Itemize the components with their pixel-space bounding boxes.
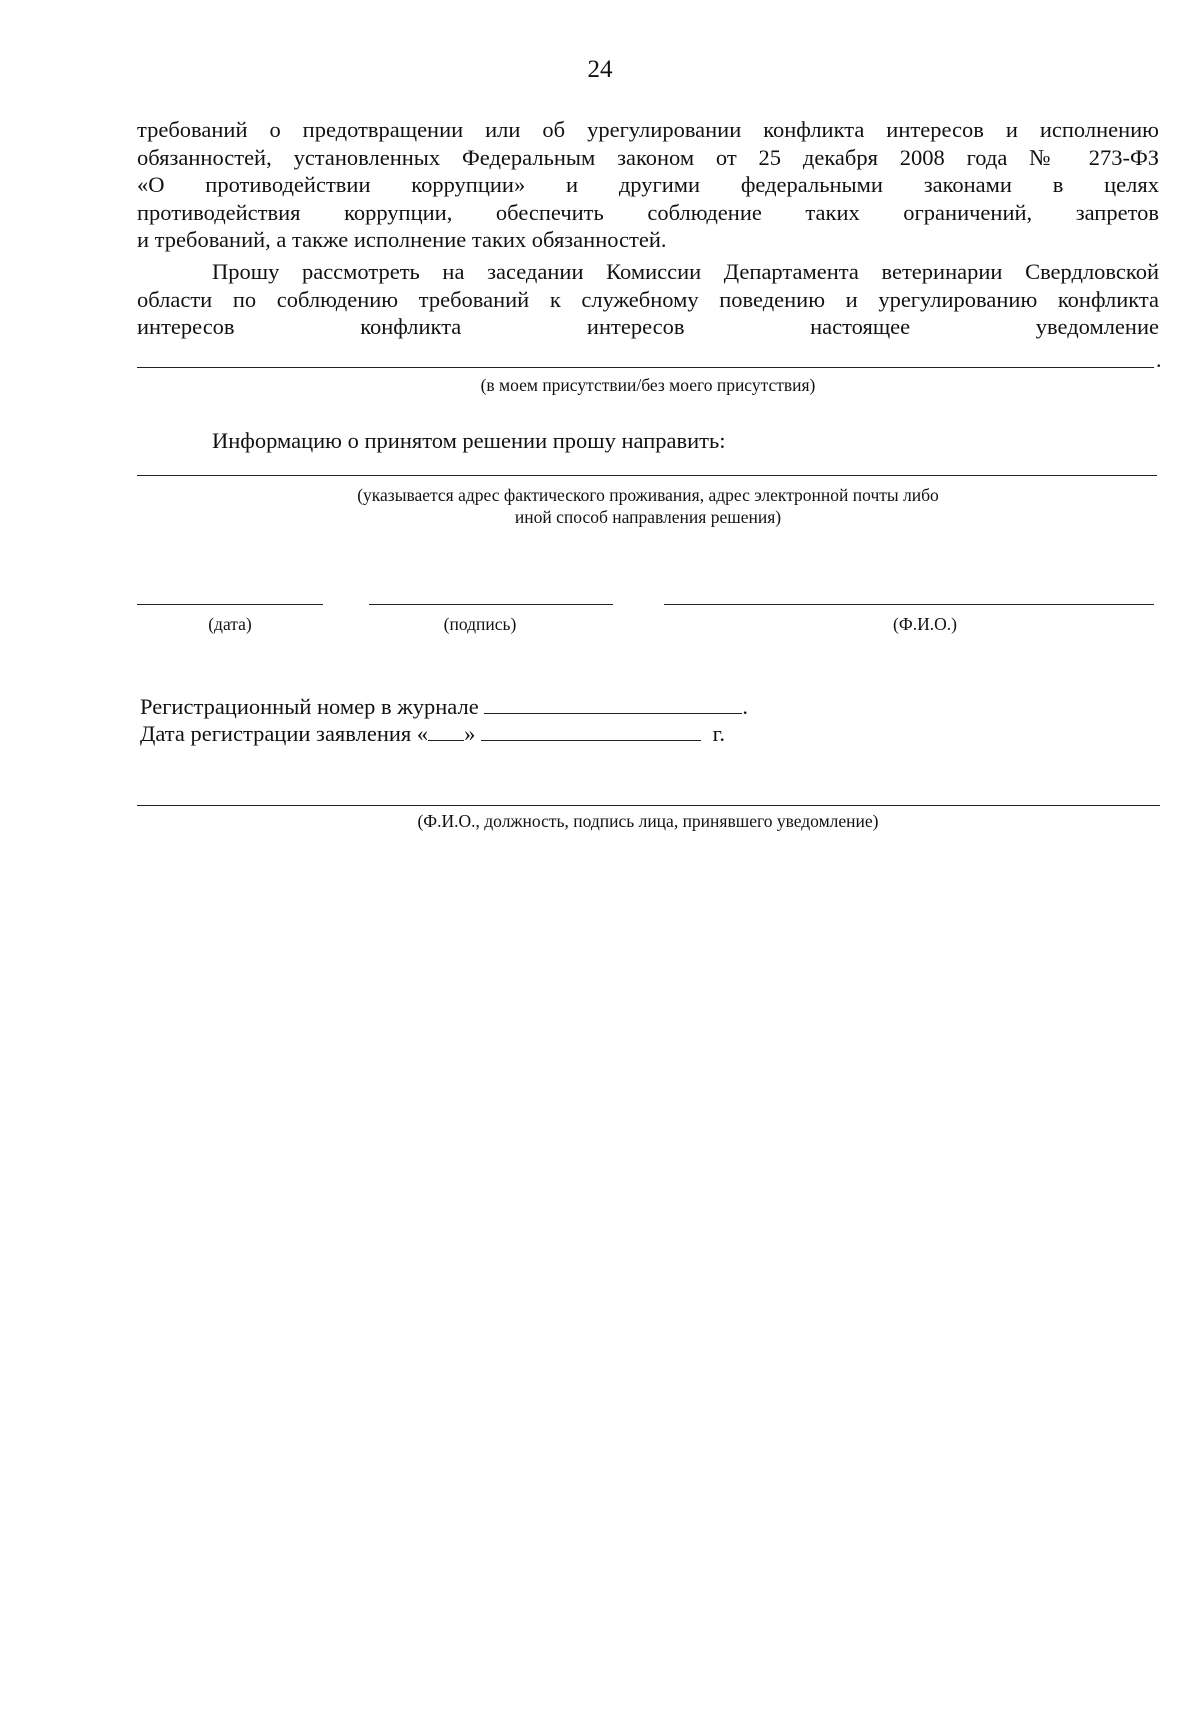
text-line: «О противодействии коррупции» и другими федеральными законами в целях — [137, 172, 1159, 197]
registration-number-blank[interactable] — [484, 695, 742, 714]
text-line: интересов конфликта интересов настоящее уведомление — [137, 314, 1159, 339]
text-line: требований о предотвращении или об урегулировании конфликта интересов и исполнению — [137, 117, 1159, 142]
text-line: обязанностей, установленных Федеральным законом от 25 декабря 2008 года № 273-ФЗ — [137, 144, 1159, 170]
address-blank-line[interactable] — [137, 475, 1157, 476]
presence-blank-line[interactable] — [137, 367, 1154, 368]
text-line: и требований, а также исполнение таких обязанностей. — [137, 227, 667, 252]
registration-day-blank[interactable] — [428, 722, 464, 741]
address-caption — [137, 484, 1159, 528]
name-caption: (Ф.И.О.) — [893, 614, 957, 634]
date-caption: (дата) — [208, 614, 252, 634]
paragraph-obligations — [137, 116, 1159, 254]
text-line: области по соблюдению требований к служебному поведению и урегулированию конфликта — [137, 286, 1159, 312]
registration-month-year-blank[interactable] — [481, 722, 701, 741]
address-caption-line: иной способ направления решения) — [514, 507, 782, 527]
signature-blank-line[interactable] — [369, 604, 613, 605]
signature-caption: (подпись) — [443, 614, 517, 634]
receiver-caption: (Ф.И.О., должность, подпись лица, принявшего уведомление) — [417, 811, 879, 831]
registration-number-row — [140, 693, 748, 720]
receiver-blank-line[interactable] — [137, 805, 1160, 806]
text-line: противодействия коррупции, обеспечить соблюдение таких ограничений, запретов — [137, 199, 1159, 225]
registration-number-label: Регистрационный номер в журнале — [140, 694, 479, 719]
registration-date-label: Дата регистрации заявления « — [140, 721, 429, 746]
name-blank-line[interactable] — [664, 604, 1154, 605]
info-label: Информацию о принятом решении прошу направить: — [212, 428, 726, 453]
page-number: 24 — [587, 56, 613, 83]
date-blank-line[interactable] — [137, 604, 323, 605]
text-line: Прошу рассмотреть на заседании Комиссии Департамента ветеринарии Свердловской — [212, 259, 1159, 284]
registration-date-row — [140, 720, 725, 747]
registration-number-end: . — [742, 694, 748, 719]
presence-caption: (в моем присутствии/без моего присутствия) — [480, 375, 816, 395]
presence-end-mark: . — [1156, 347, 1162, 372]
address-caption-line: (указывается адрес фактического проживания, адрес электронной почты либо — [357, 485, 939, 505]
registration-date-quote-close: » — [464, 721, 476, 746]
paragraph-request — [137, 258, 1159, 341]
registration-year-suffix: г. — [712, 721, 725, 746]
